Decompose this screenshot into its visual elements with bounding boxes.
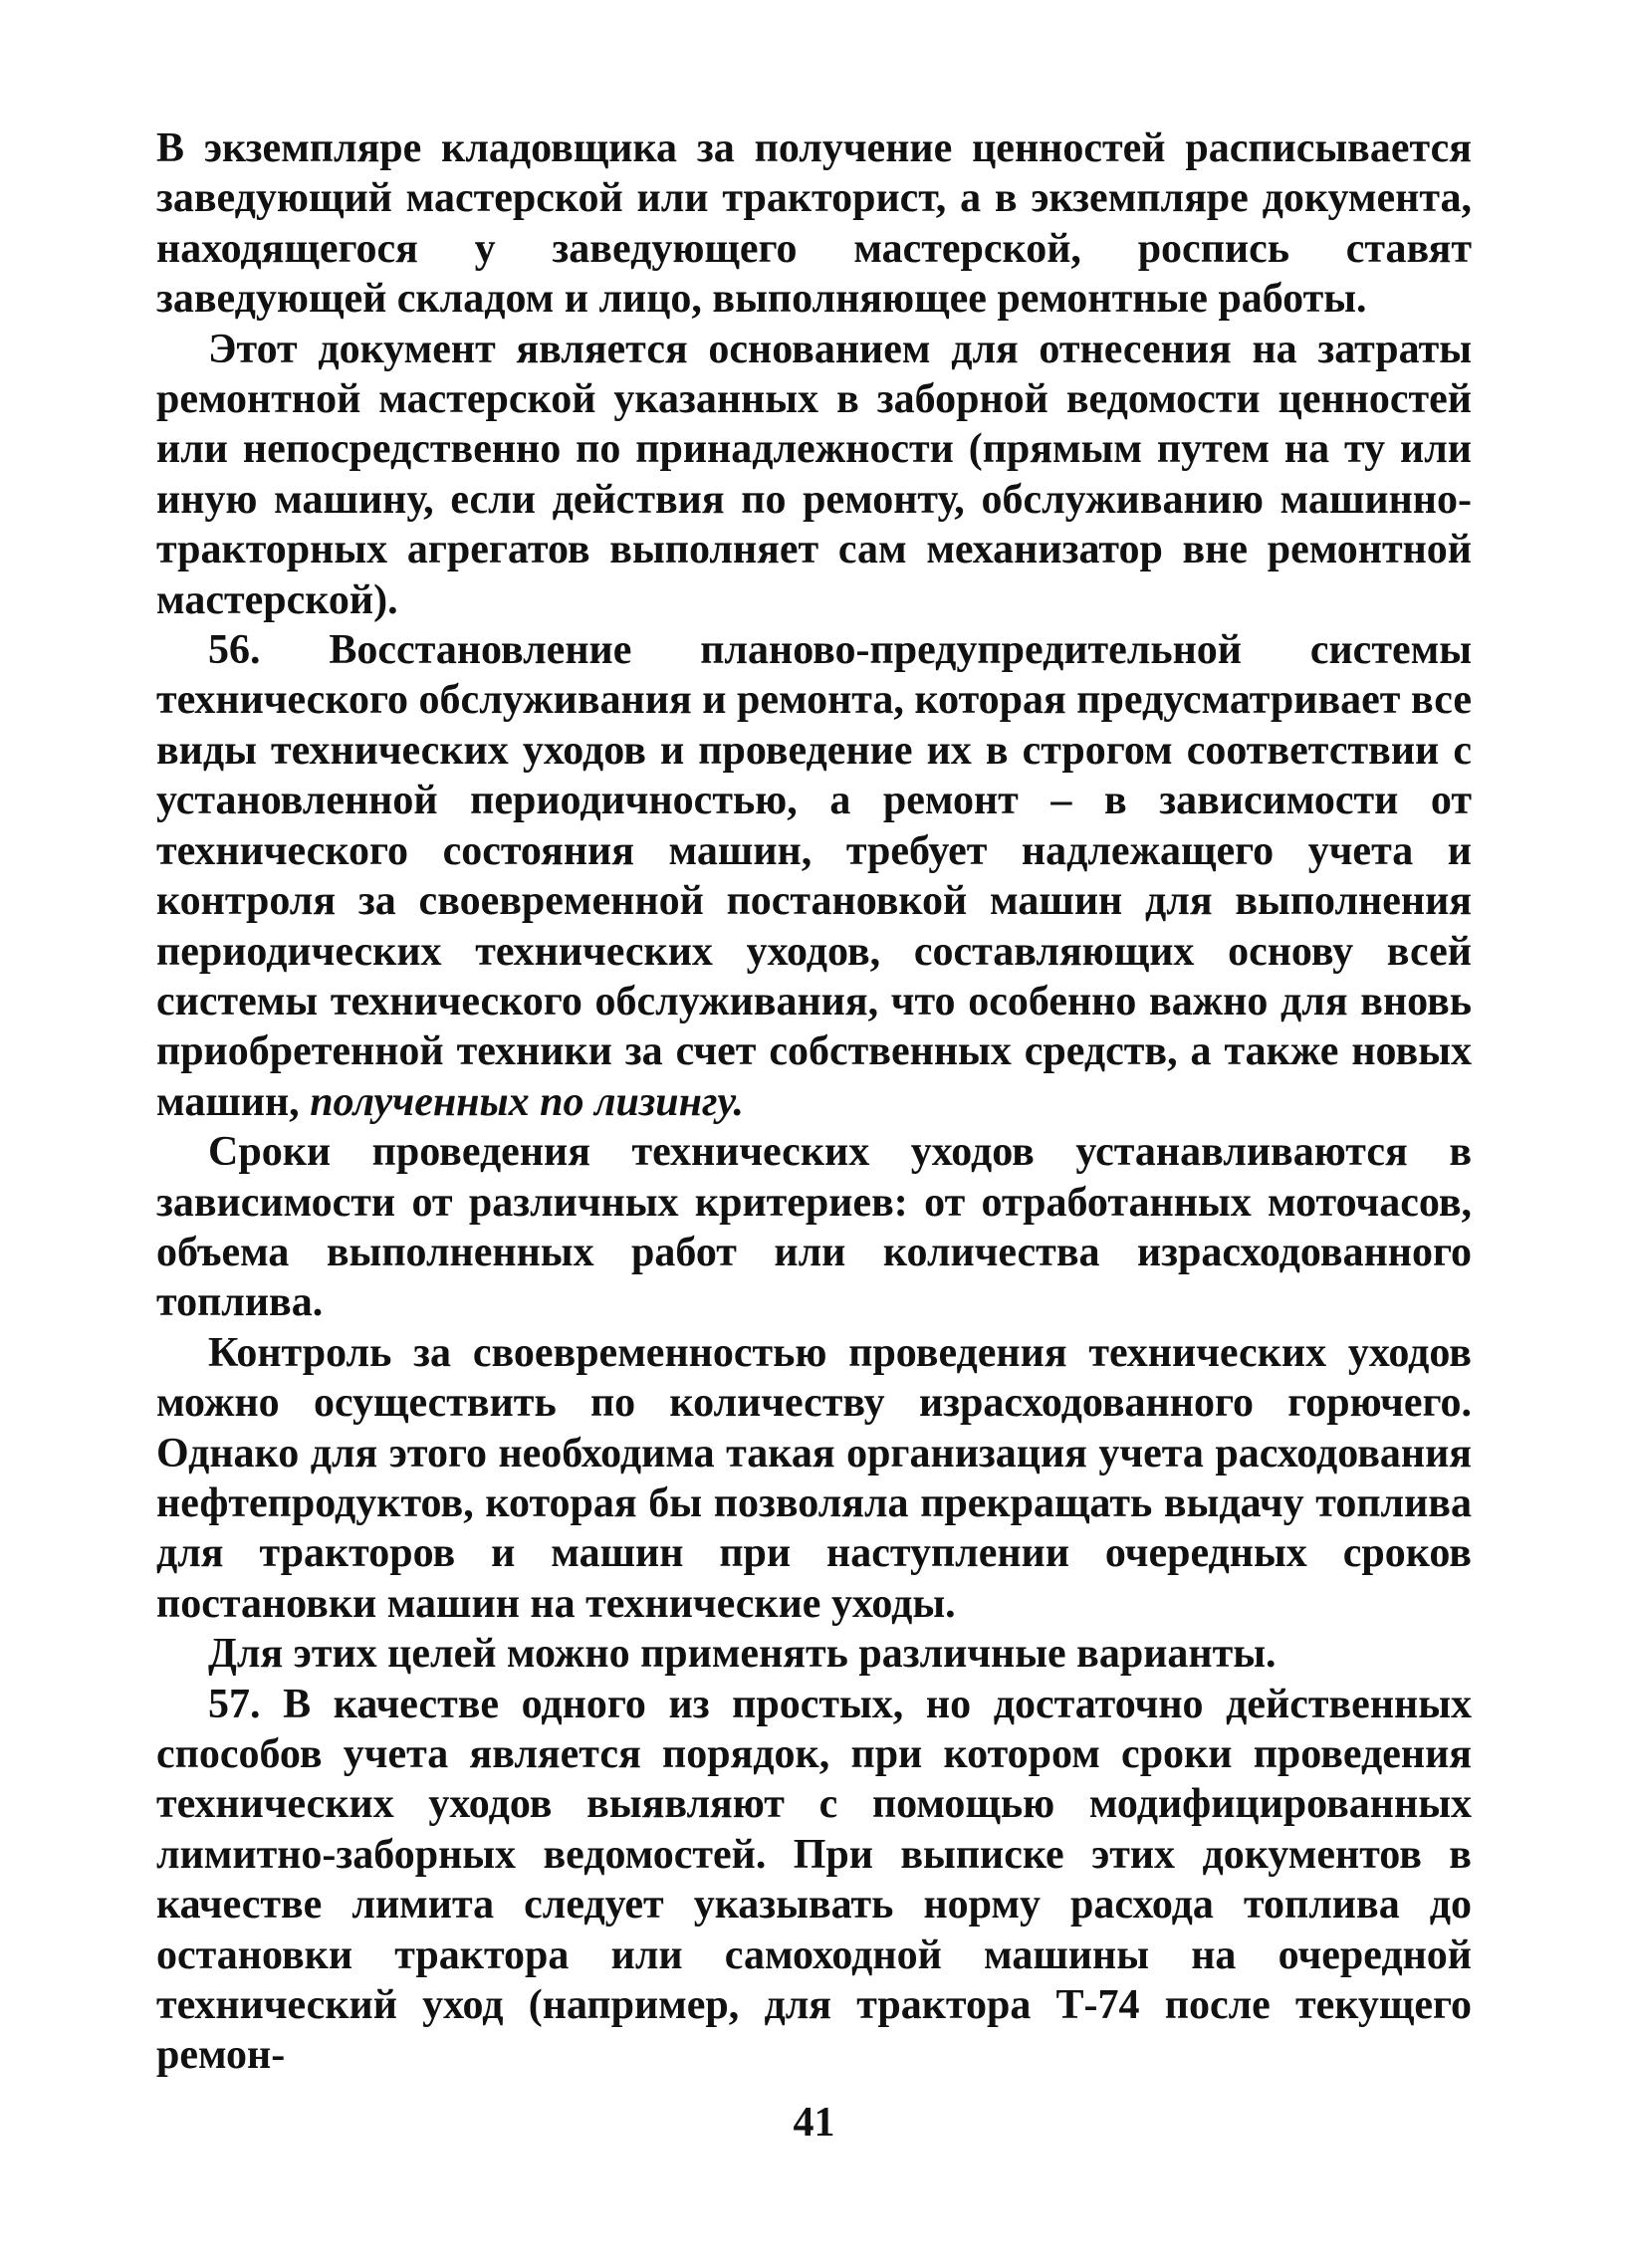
paragraph-6: Для этих целей можно применять различные варианты. [208, 1631, 1277, 1678]
paragraph-56-text: Восстановление планово-предупредительной системы технического обслуживания и ремонта, которая предусматривает все виды технических уходов и проведение их в строгом соответствии с установленной периодичностью, а ремонт – в зависимости от технического состояния машин, требует надлежащего учета и контроля за своевременной постановкой машин для выполнения периодических технических уходов, составляющих основу всей системы технического обслуживания, что особенно важно для вновь приобретенной техники за счет собственных средств, а также новых машин, [156, 627, 1472, 1125]
paragraph-57-text: В качестве одного из простых, но достаточно действенных способов учета является порядок, при котором сроки проведения технических уходов выявляют с помощью модифицированных лимитно-заборных ведомостей. При выписке этих документов в качестве лимита следует указывать норму расхода топлива до остановки трактора или самоходной машины на очередной технический уход (например, для трактора Т-74 после текущего ремон- [156, 1681, 1473, 2079]
paragraph-56-italic: полученных по лизингу. [310, 1078, 744, 1125]
paragraph-1: В экземпляре кладовщика за получение ценностей расписывается заведующий мастерской или тракторист, а в экземпляре документа, находящегося у заведующего мастерской, роспись ставят заведующей складом и лицо, выполняющее ремонтные работы. [156, 125, 1472, 323]
paragraph-2: Этот документ является основанием для отнесения на затраты ремонтной мастерской указанных в заборной ведомости ценностей или непосредственно по принадлежности (прямым путем на ту или иную машину, если действия по ремонту, обслуживанию машинно-тракторных агрегатов выполняет сам механизатор вне ремонтной мастерской). [156, 326, 1472, 623]
paragraph-4: Сроки проведения технических уходов устанавливаются в зависимости от различных критериев: от отработанных моточасов, объема выполненных работ или количества израсходованного топлива. [156, 1129, 1472, 1326]
paragraph-57 [156, 1680, 1472, 2081]
section-number-56: 56. [208, 627, 261, 674]
paragraph-56 [156, 625, 1472, 1127]
body-text [156, 123, 1472, 2081]
section-number-57: 57. [208, 1681, 261, 1727]
paragraph-5: Контроль за своевременностью проведения технических уходов можно осуществить по количеству израсходованного горючего. Однако для этого необходима такая организация учета расходования нефтепродуктов, которая бы позволяла прекращать выдачу топлива для тракторов и машин при наступлении очередных сроков постановки машин на технические уходы. [156, 1329, 1472, 1627]
page-number: 41 [793, 2100, 835, 2146]
